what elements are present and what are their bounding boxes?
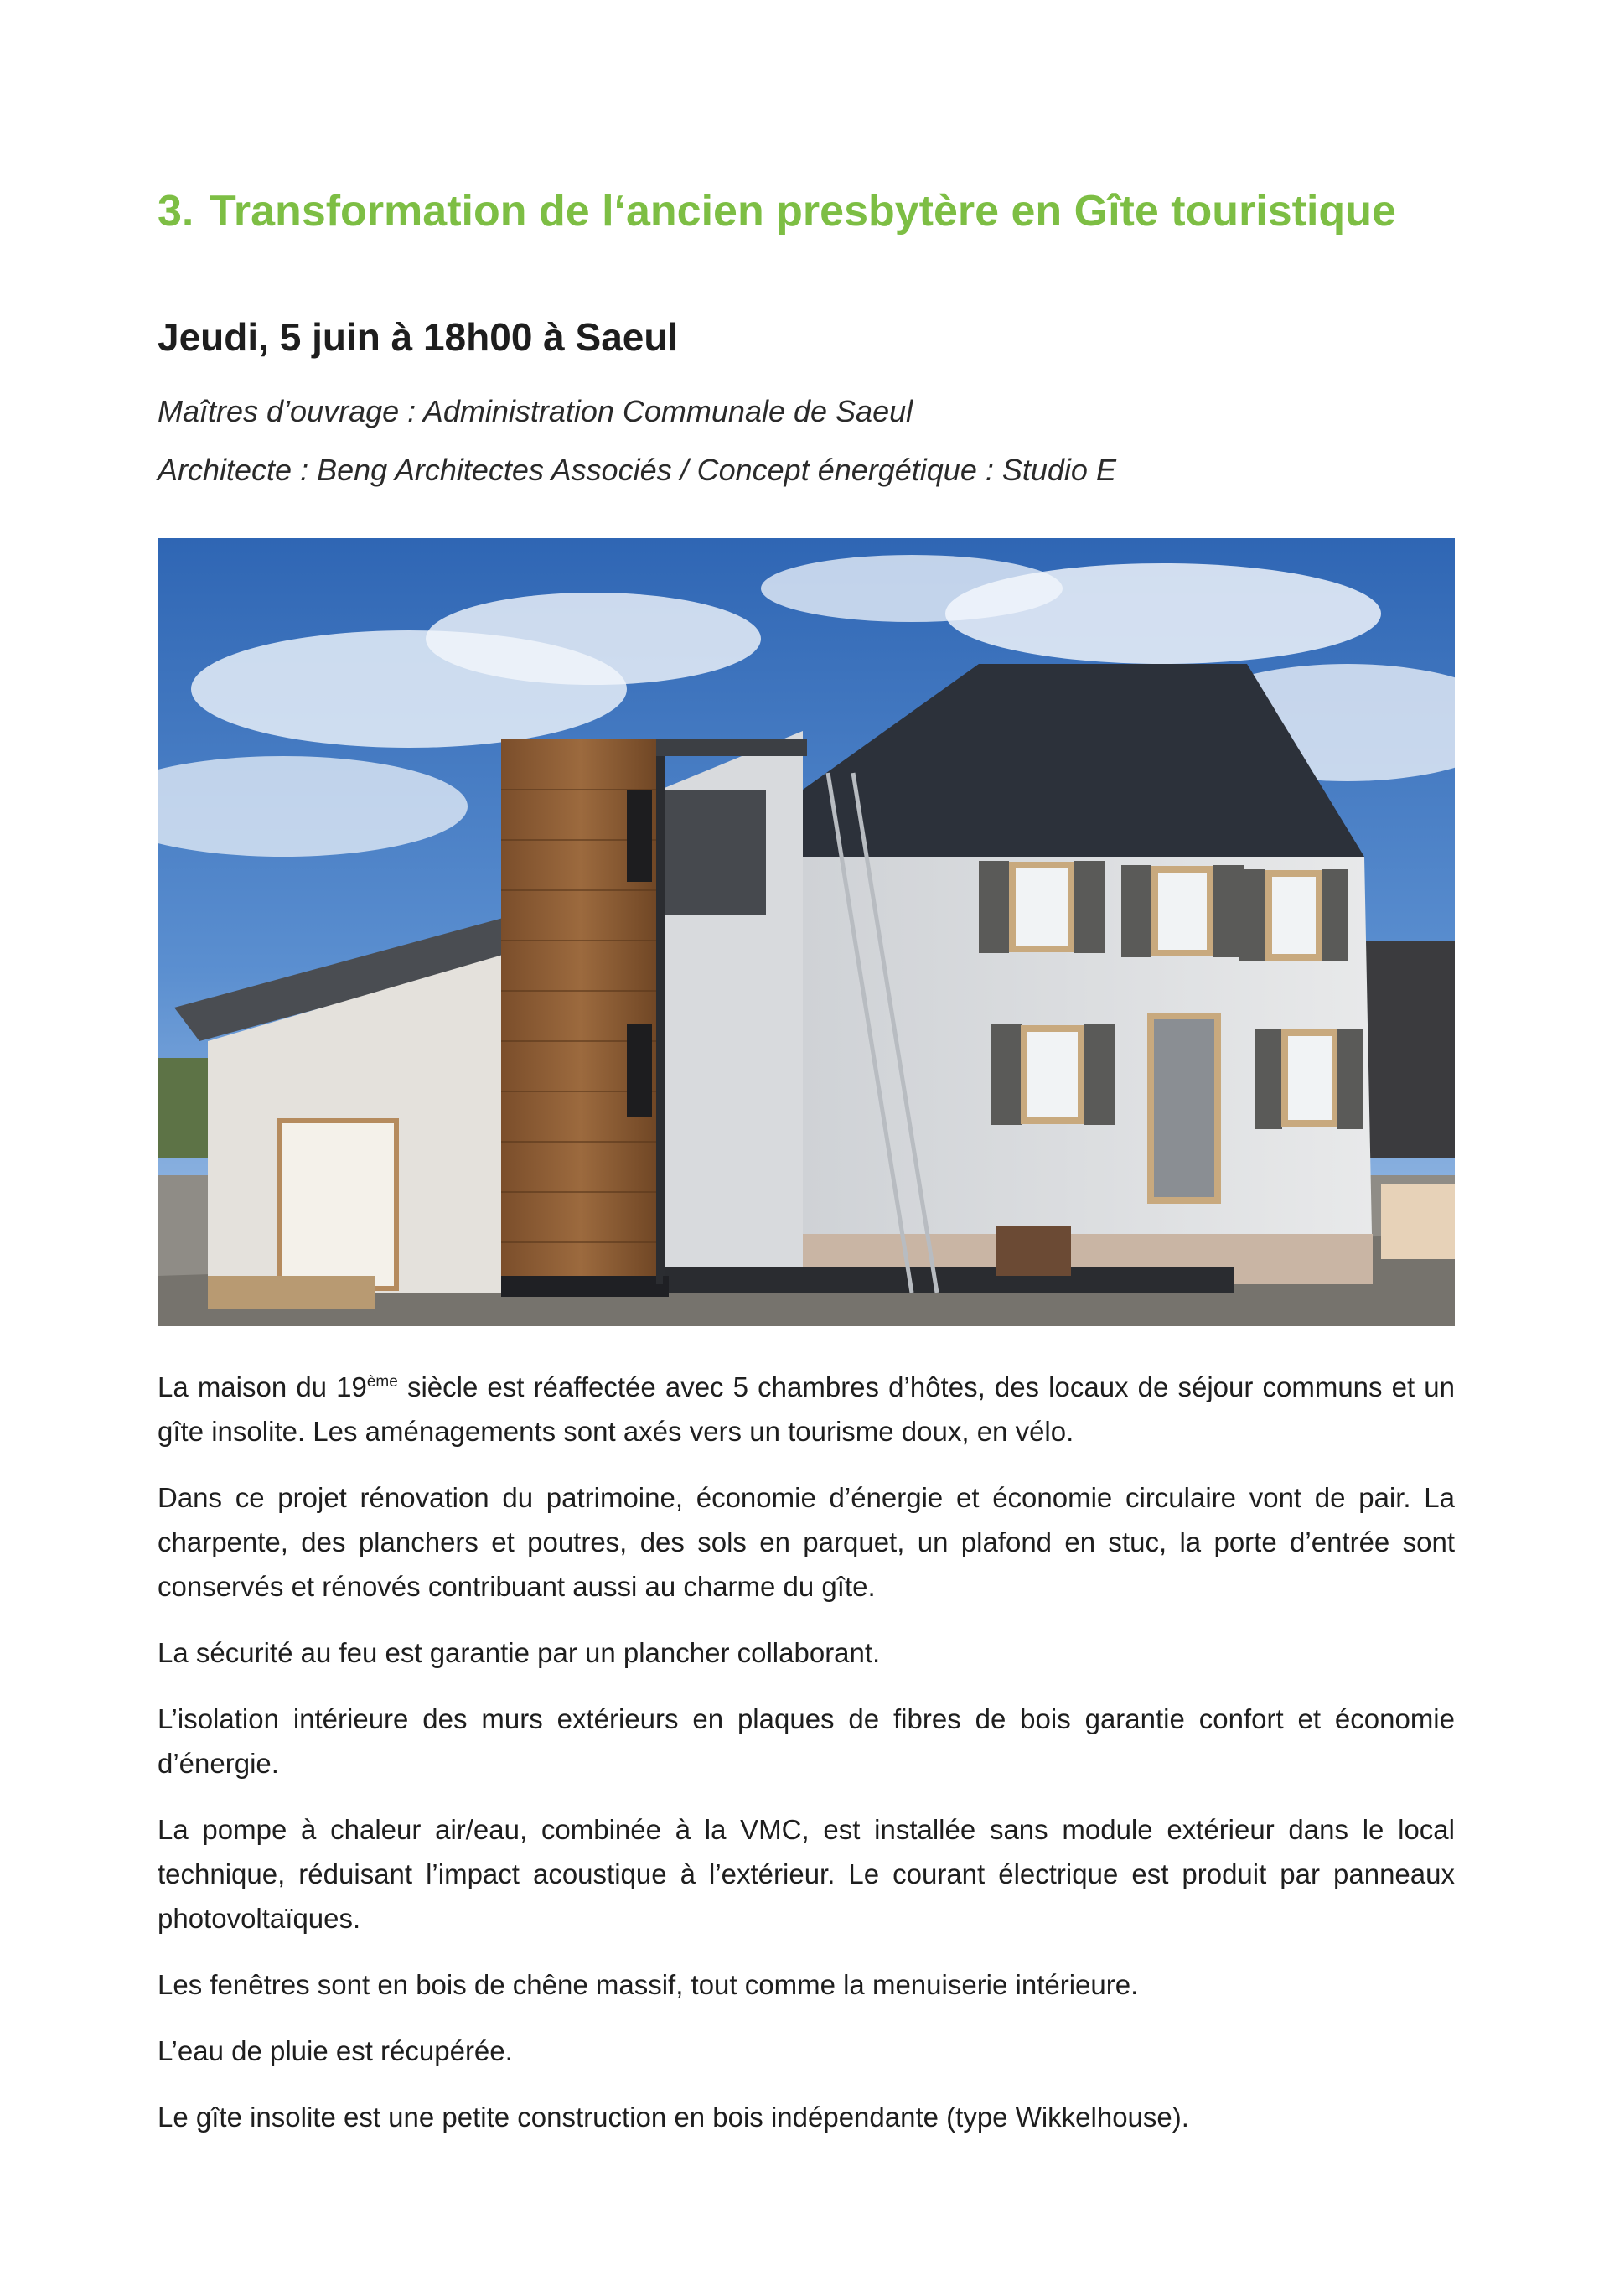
renovated-presbytery-image [158, 538, 1455, 1326]
paragraph-6: Les fenêtres sont en bois de chêne massif, tout comme la menuiserie intérieure. [158, 1969, 1139, 2000]
architect-credit: Architecte : Beng Architectes Associés / Concept énergétique : Studio E [158, 453, 1116, 487]
paragraph-1 [158, 1365, 1455, 1454]
paragraph-7: L’eau de pluie est récupérée. [158, 2035, 513, 2066]
section-number: 3. [158, 186, 194, 236]
paragraph-1-end: siècle est réaffectée avec 5 chambres d’hôtes, des locaux de séjour communs et un gîte insolite. Les aménagements sont axés vers un tourisme doux, en vélo. [158, 1371, 1455, 1447]
ordinal-superscript: ème [366, 1373, 398, 1391]
section-title-text: Transformation de l‘ancien presbytère en Gîte touristique [210, 186, 1396, 236]
description [158, 1365, 1455, 2161]
event-date: Jeudi, 5 juin à 18h00 à Saeul [158, 315, 679, 359]
section-title [158, 180, 1455, 242]
paragraph-8: Le gîte insolite est une petite construction en bois indépendante (type Wikkelhouse). [158, 2102, 1189, 2133]
paragraph-3: La sécurité au feu est garantie par un plancher collaborant. [158, 1637, 881, 1668]
paragraph-1-start: La maison du 19 [158, 1371, 367, 1402]
building-photo [158, 538, 1455, 1326]
client-credit: Maîtres d’ouvrage : Administration Communale de Saeul [158, 394, 913, 428]
paragraph-4: L’isolation intérieure des murs extérieurs en plaques de fibres de bois garantie confort et économie d’énergie. [158, 1703, 1455, 1779]
paragraph-5: La pompe à chaleur air/eau, combinée à la VMC, est installée sans module extérieur dans le local technique, réduisant l’impact acoustique à l’extérieur. Le courant électrique est produit par panneaux photovoltaïques. [158, 1814, 1455, 1934]
paragraph-2: Dans ce projet rénovation du patrimoine, économie d’énergie et économie circulaire vont de pair. La charpente, des planchers et poutres, des sols en parquet, un plafond en stuc, la porte d’entrée sont conservés et rénovés contribuant aussi au charme du gîte. [158, 1482, 1455, 1602]
